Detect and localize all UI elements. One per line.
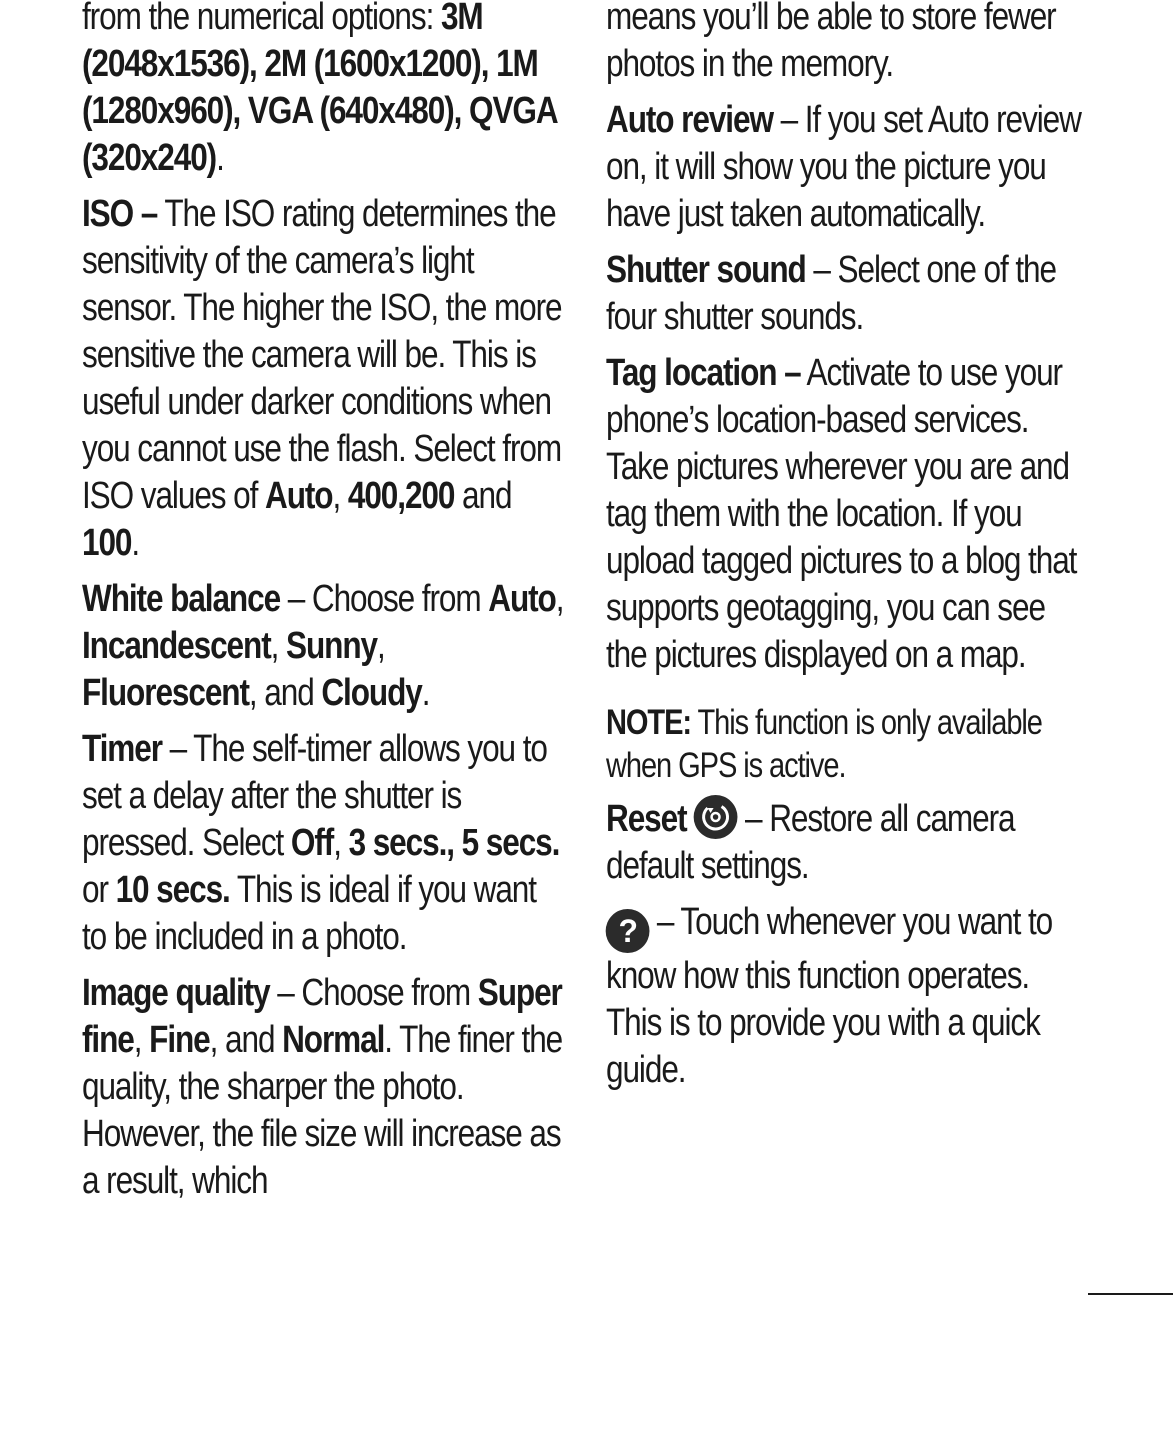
iso-value-100: 100	[82, 522, 132, 564]
iq-value-fine: Fine	[149, 1019, 210, 1061]
shutter-sound-paragraph	[606, 247, 1084, 341]
auto-review-term: Auto review	[606, 99, 773, 141]
timer-term: Timer	[82, 728, 162, 770]
note-paragraph	[606, 701, 1084, 787]
iso-sep: and	[454, 475, 512, 517]
wb-sep: ,	[270, 625, 286, 667]
help-text: – Touch whenever you want to know how this function operates. This is to provide you with a quick guide.	[606, 901, 1053, 1091]
timer-text: – The self-timer allows you to set a delay after the shutter is pressed. Select	[82, 728, 547, 864]
wb-value-sunny: Sunny	[285, 625, 377, 667]
timer-sep: ,	[333, 822, 349, 864]
wb-sep: ,	[376, 625, 385, 667]
auto-review-text: – If you set Auto review on, it will show you the picture you have just taken automatically.	[606, 99, 1081, 235]
reset-text: – Restore all camera default settings.	[606, 798, 1015, 887]
resolution-tail: .	[216, 137, 224, 179]
timer-end: This is ideal if you want to be included in a photo.	[82, 869, 536, 958]
iso-text: The ISO rating determines the sensitivity of the camera’s light sensor. The higher the ISO, the more sensitive the camera will be. This is useful under darker conditions when you cannot use the flash. Select from ISO values of	[82, 193, 562, 517]
page-rule	[1088, 1293, 1173, 1295]
wb-end: .	[421, 672, 430, 714]
white-balance-text: – Choose from	[280, 578, 489, 620]
right-column	[606, 0, 1086, 1103]
iso-sep: ,	[332, 475, 348, 517]
tag-location-term: Tag location –	[606, 352, 801, 394]
wb-value-auto: Auto	[488, 578, 556, 620]
continuation-paragraph	[606, 0, 1084, 88]
wb-sep: , and	[248, 672, 322, 714]
iq-sep: , and	[209, 1019, 283, 1061]
continuation-text: means you’ll be able to store fewer photos in the memory.	[606, 0, 1056, 85]
tag-location-paragraph	[606, 350, 1084, 679]
white-balance-paragraph	[82, 576, 565, 717]
help-paragraph	[606, 899, 1084, 1094]
auto-review-paragraph	[606, 97, 1084, 238]
shutter-sound-term: Shutter sound	[606, 249, 806, 291]
iso-value-auto: Auto	[265, 475, 333, 517]
timer-sep: or	[82, 869, 116, 911]
wb-value-incandescent: Incandescent	[82, 625, 271, 667]
wb-value-cloudy: Cloudy	[321, 672, 422, 714]
iq-value-super-fine: Super fine	[82, 972, 562, 1061]
resolution-lead: from the numerical options:	[82, 0, 441, 38]
note-term: NOTE:	[606, 703, 691, 742]
iq-value-normal: Normal	[282, 1019, 385, 1061]
reset-term: Reset	[606, 798, 687, 840]
reset-icon	[694, 795, 738, 839]
iso-paragraph	[82, 191, 565, 567]
timer-value-10: 10 secs.	[115, 869, 230, 911]
image-quality-paragraph	[82, 970, 565, 1205]
iq-sep: ,	[133, 1019, 150, 1061]
white-balance-term: White balance	[82, 578, 281, 620]
timer-value-3-5: 3 secs., 5 secs.	[348, 822, 560, 864]
resolution-options: 3M (2048x1536), 2M (1600x1200), 1M (1280x960), VGA (640x480), QVGA (320x240)	[82, 0, 557, 179]
resolution-paragraph	[82, 0, 565, 182]
iso-value-400-200: 400,200	[347, 475, 455, 517]
shutter-sound-text: – Select one of the four shutter sounds.	[606, 249, 1056, 338]
iso-term: ISO –	[82, 193, 158, 235]
left-column	[82, 0, 567, 1214]
timer-paragraph	[82, 726, 565, 961]
note-text: This function is only available when GPS is active.	[606, 703, 1042, 785]
iq-end: . The finer the quality, the sharper the photo. However, the file size will increase as a result, which	[82, 1019, 563, 1202]
reset-paragraph	[606, 795, 1084, 890]
wb-sep: ,	[555, 578, 564, 620]
tag-location-text: Activate to use your phone’s location-based services. Take pictures wherever you are and tag them with the location. If you upload tagged pictures to a blog that supports geotagging, you can see the pictures displayed on a map.	[606, 352, 1077, 676]
image-quality-text: – Choose from	[269, 972, 478, 1014]
wb-value-fluorescent: Fluorescent	[82, 672, 249, 714]
timer-value-off: Off	[290, 822, 334, 864]
help-icon: ?	[606, 909, 650, 953]
iso-end: .	[131, 522, 140, 564]
image-quality-term: Image quality	[82, 972, 270, 1014]
